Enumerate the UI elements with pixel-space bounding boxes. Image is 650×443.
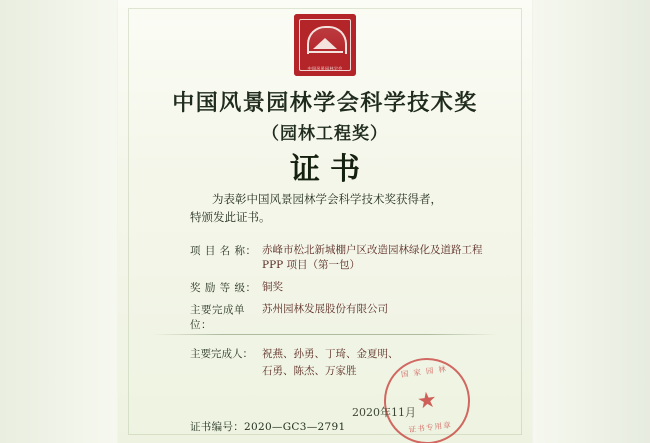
- contributors-line-2: 石勇、陈杰、万家胜: [262, 365, 357, 377]
- field-value: 铜奖: [262, 281, 283, 293]
- right-background-wash: [520, 0, 650, 443]
- field-value: 苏州园林发展股份有限公司: [262, 303, 388, 315]
- certificate-number: 证书编号：2020—GC3—2791: [190, 421, 346, 433]
- emblem-text-line1: 中国风景园林学会: [307, 65, 343, 71]
- page-title: 中国风景园林学会科学技术奖: [172, 90, 478, 116]
- field-value: 赤峰市松北新城棚户区改造园林绿化及道路工程 PPP 项目（第一包）: [262, 244, 483, 271]
- award-fields: [190, 243, 490, 339]
- emblem: [294, 14, 356, 76]
- citation-line-2: 特颁发此证书。: [190, 210, 271, 224]
- field-label: 奖 励 等 级：: [190, 282, 257, 294]
- contributors-label: 主要完成人：: [190, 348, 253, 360]
- citation-line-1: 为表彰中国风景园林学会科学技术奖获得者，: [212, 192, 442, 206]
- seal-star-icon: ★: [415, 386, 439, 414]
- field-project-name: [190, 243, 490, 273]
- citation-paragraph: [190, 190, 470, 226]
- society-emblem-icon: [294, 14, 356, 76]
- emblem-hill-shape: [313, 38, 337, 49]
- field-label: 主要完成单位：: [190, 304, 245, 331]
- left-background-wash: [0, 0, 130, 443]
- section-divider: [152, 334, 498, 335]
- emblem-base-line: [307, 51, 343, 53]
- seal-bottom-text: 证书专用章: [408, 420, 453, 435]
- field-award-level: [190, 280, 490, 295]
- field-main-organization: [190, 302, 490, 332]
- certificate-heading: 证书: [290, 152, 370, 187]
- contributors-line-1: 祝燕、孙勇、丁琦、金夏明、: [262, 348, 399, 360]
- page-subtitle: （园林工程奖）: [262, 124, 388, 144]
- issue-date: 2020年11月: [352, 406, 416, 419]
- seal-top-text: 国家园林: [400, 363, 452, 379]
- field-label: 项 目 名 称：: [190, 245, 257, 257]
